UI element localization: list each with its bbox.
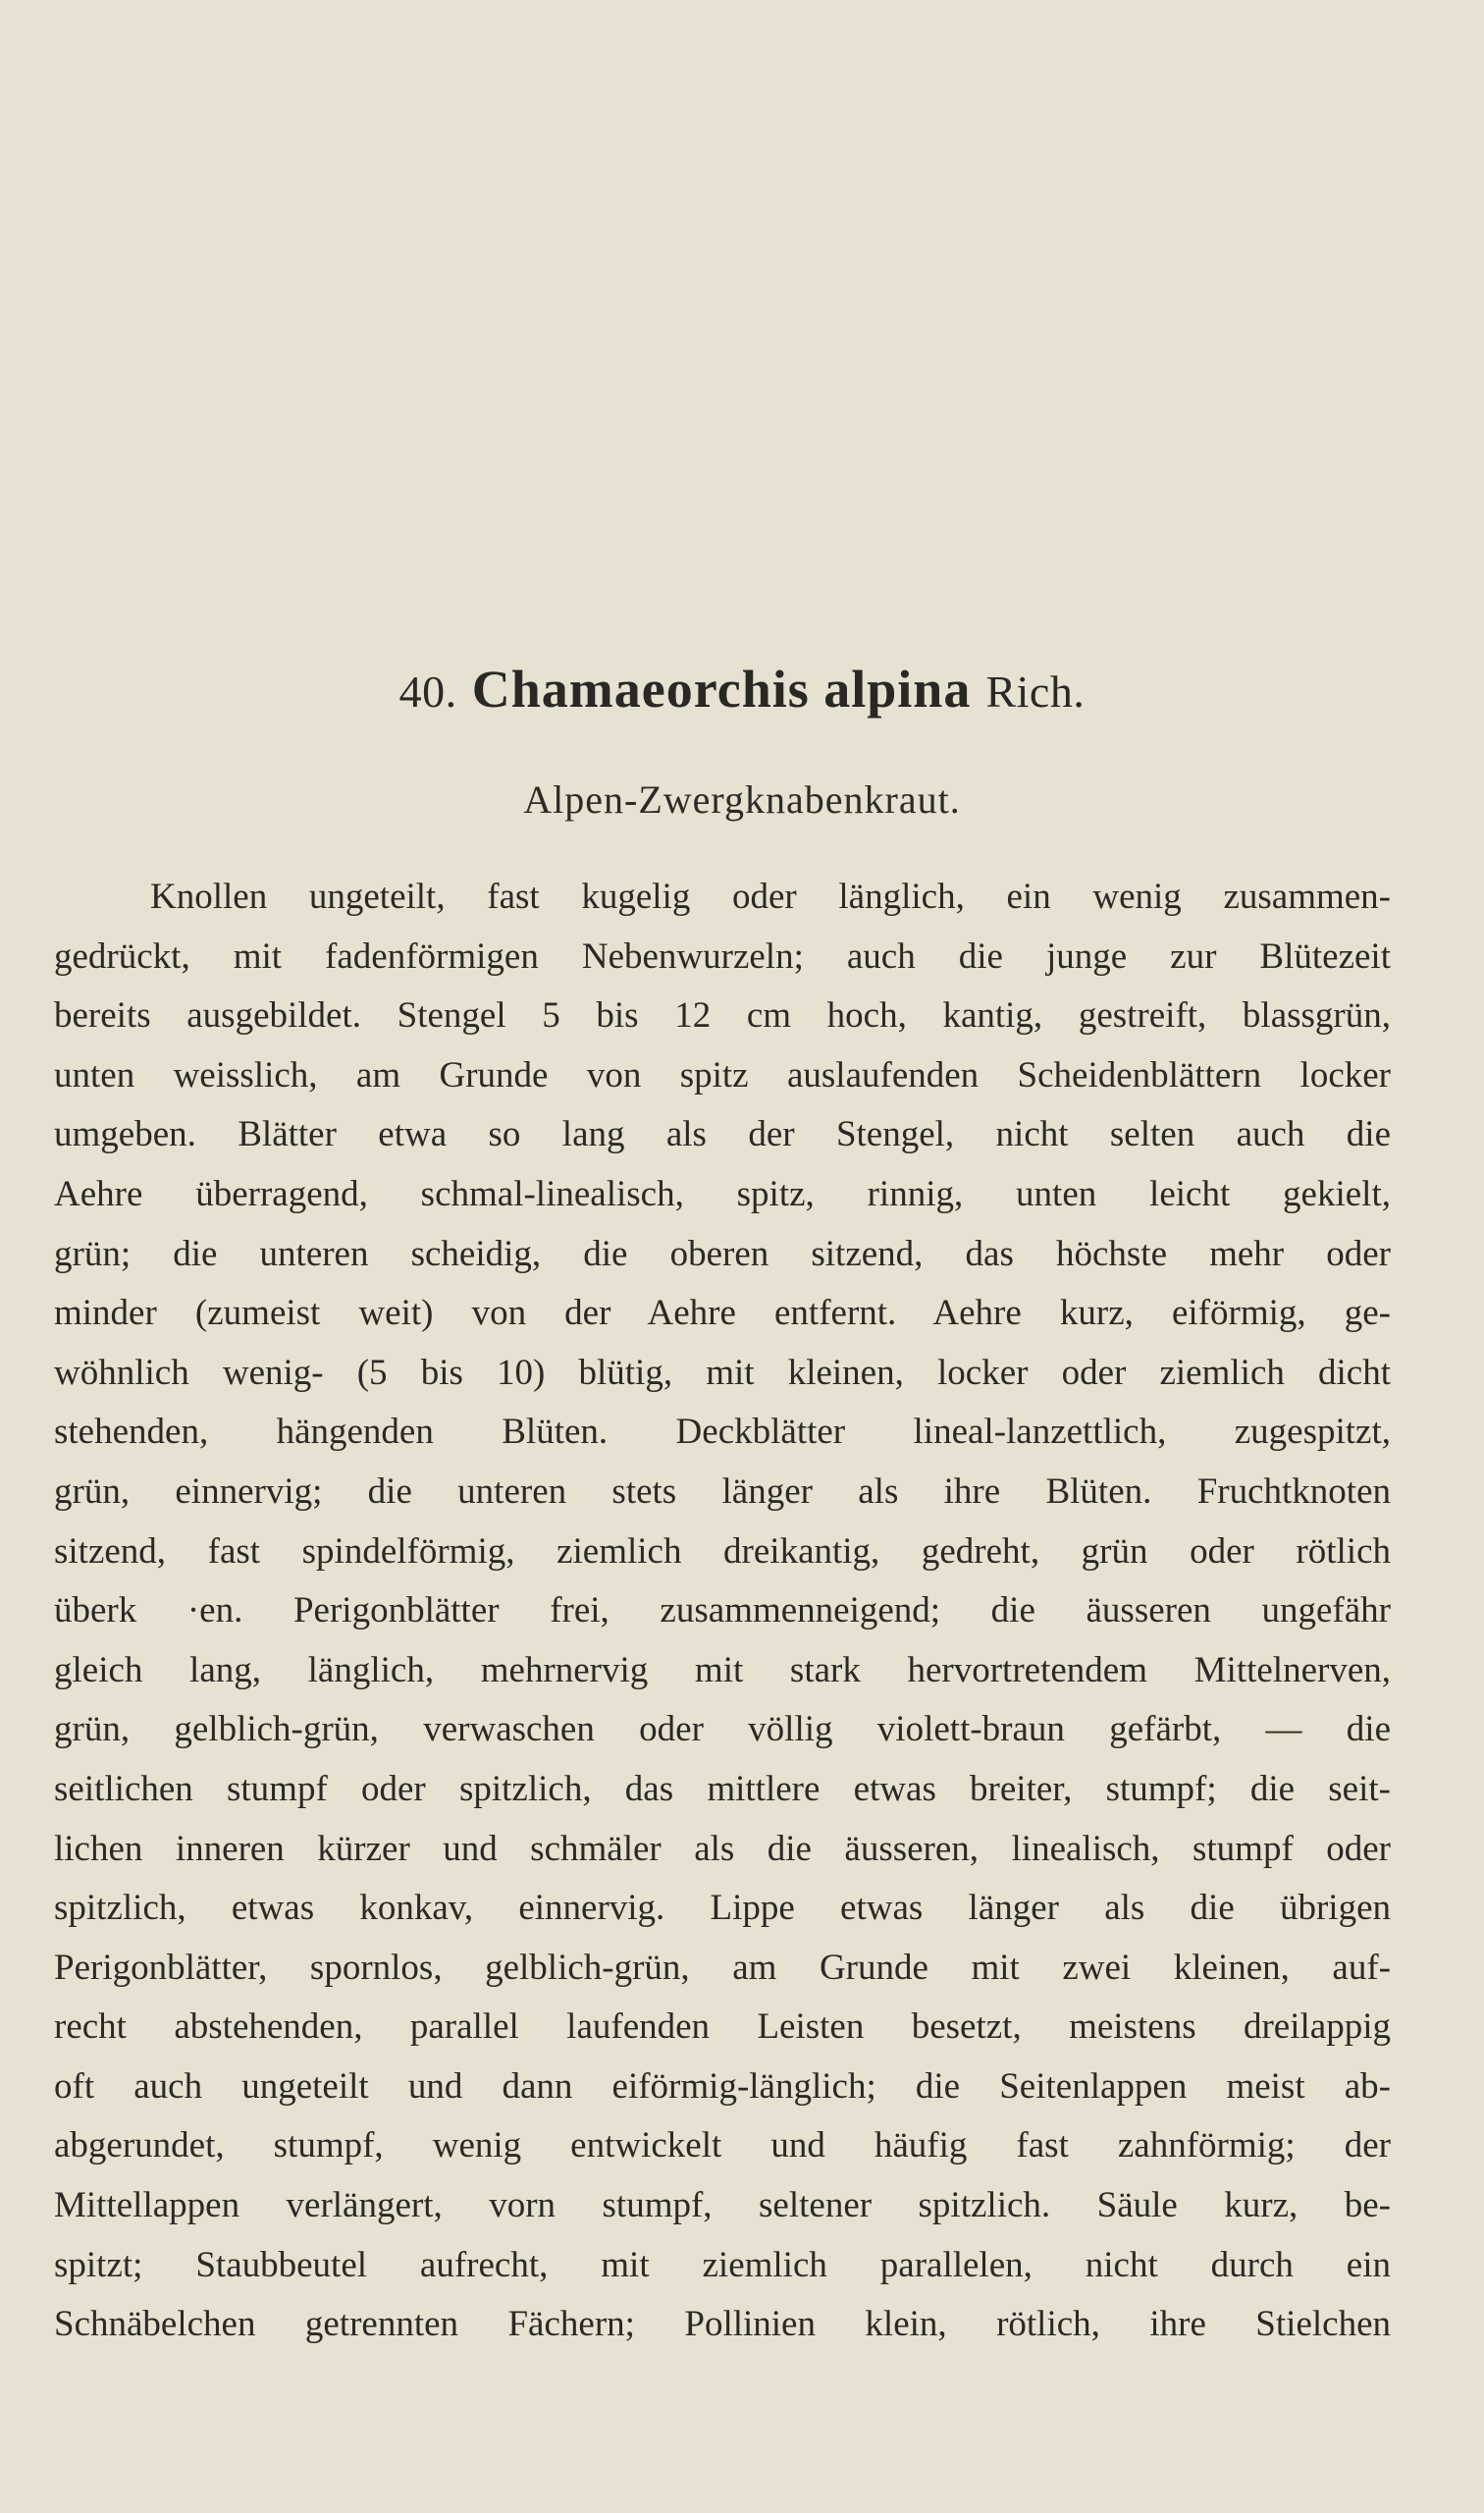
text-line: Perigonblätter, spornlos, gelblich-grün, am Grunde mit zwei kleinen, auf- [54,1947,1391,1988]
common-name: Alpen-Zwergknabenkraut. [523,777,961,822]
species-number: 40. [398,667,457,717]
text-line: spitzt; Staubbeutel aufrecht, mit ziemlich parallelen, nicht durch ein [54,2244,1391,2285]
text-line: stehenden, hängenden Blüten. Deckblätter lineal-lanzettlich, zugespitzt, [54,1412,1391,1453]
text-line: überk ·en. Perigonblätter frei, zusammenneigend; die äusseren ungefähr [54,1590,1391,1631]
text-line: minder (zumeist weit) von der Aehre entfernt. Aehre kurz, eiförmig, ge- [54,1293,1391,1334]
text-line: sitzend, fast spindelförmig, ziemlich dreikantig, gedreht, grün oder rötlich [54,1530,1391,1572]
text-line: oft auch ungeteilt und dann eiförmig-länglich; die Seitenlappen meist ab- [54,2065,1391,2107]
text-line: recht abstehenden, parallel laufenden Leisten besetzt, meistens dreilappig [54,2006,1391,2048]
species-author: Rich. [985,667,1086,717]
text-line: seitlichen stumpf oder spitzlich, das mittlere etwas breiter, stumpf; die seit- [54,1768,1391,1809]
text-line: unten weisslich, am Grunde von spitz auslaufenden Scheidenblättern locker [54,1054,1391,1096]
text-line: abgerundet, stumpf, wenig entwickelt und häufig fast zahnförmig; der [54,2125,1391,2166]
text-line: grün, einnervig; die unteren stets länger als ihre Blüten. Fruchtknoten [54,1470,1391,1512]
text-line: gedrückt, mit fadenförmigen Nebenwurzeln; auch die junge zur Blütezeit [54,936,1391,977]
text-line: gleich lang, länglich, mehrnervig mit stark hervortretendem Mittelnerven, [54,1649,1391,1690]
text-line: lichen inneren kürzer und schmäler als die äusseren, linealisch, stumpf oder [54,1828,1391,1869]
text-line: bereits ausgebildet. Stengel 5 bis 12 cm hoch, kantig, gestreift, blassgrün, [54,995,1391,1037]
text-line: Mittellappen verlängert, vorn stumpf, seltener spitzlich. Säule kurz, be- [54,2185,1391,2226]
text-line: Aehre überragend, schmal-linealisch, spitz, rinnig, unten leicht gekielt, [54,1173,1391,1214]
text-line: umgeben. Blätter etwa so lang als der Stengel, nicht selten auch die [54,1114,1391,1155]
text-line: grün; die unteren scheidig, die oberen sitzend, das höchste mehr oder [54,1233,1391,1274]
text-line: grün, gelblich-grün, verwaschen oder völlig violett-braun gefärbt, — die [54,1709,1391,1750]
species-heading [0,660,1484,722]
species-name: Chamaeorchis alpina [471,660,972,719]
text-line: Schnäbelchen getrennten Fächern; Pollinien klein, rötlich, ihre Stielchen [54,2304,1391,2345]
text-line: Knollen ungeteilt, fast kugelig oder länglich, ein wenig zusammen- [150,877,1391,917]
description-text [54,868,1391,2355]
text-line: wöhnlich wenig- (5 bis 10) blütig, mit kleinen, locker oder ziemlich dicht [54,1352,1391,1393]
text-line: spitzlich, etwas konkav, einnervig. Lippe etwas länger als die übrigen [54,1888,1391,1929]
